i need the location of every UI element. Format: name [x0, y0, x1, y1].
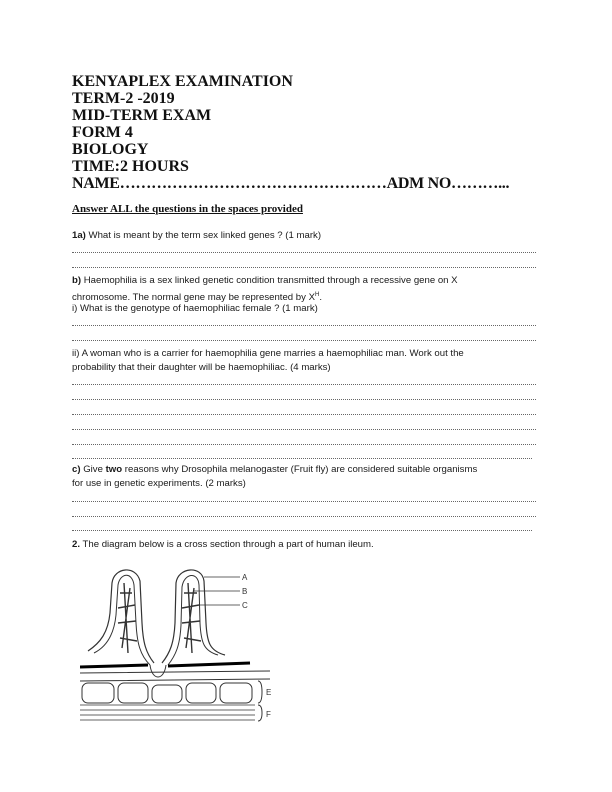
- answer-line[interactable]: [72, 516, 536, 517]
- q1c-bold: two: [105, 464, 123, 475]
- label-a: A: [242, 573, 248, 582]
- q1b-line2-text: chromosome. The normal gene may be represented by X: [72, 292, 315, 304]
- q2-question: The diagram below is a cross section through a part of human ileum.: [80, 539, 374, 550]
- q1a-question: What is meant by the term sex linked genes ? (1 mark): [85, 230, 322, 241]
- answer-line[interactable]: [72, 340, 536, 341]
- q1c-label: c): [72, 464, 81, 475]
- label-b: B: [242, 587, 248, 596]
- exam-type: MID-TERM EXAM: [72, 107, 212, 124]
- time: TIME:2 HOURS: [72, 158, 189, 175]
- q1c-post: reasons why Drosophila melanogaster (Fruit fly) are considered suitable organisms: [122, 464, 478, 475]
- answer-line[interactable]: [72, 267, 536, 268]
- answer-line[interactable]: [72, 429, 536, 430]
- q1b-text: [72, 274, 458, 288]
- label-e: E: [266, 688, 272, 697]
- q2-label: 2.: [72, 539, 81, 550]
- subject: BIOLOGY: [72, 141, 149, 158]
- q1b-label: b): [72, 275, 82, 286]
- q1b-line1: Haemophilia is a sex linked genetic condition transmitted through a recessive gene on X: [81, 275, 458, 286]
- term: TERM-2 -2019: [72, 90, 175, 107]
- answer-line[interactable]: [72, 444, 536, 445]
- q2-text: [72, 538, 374, 552]
- school-title: KENYAPLEX EXAMINATION: [72, 73, 293, 90]
- q1b-ii-line1: ii) A woman who is a carrier for haemophilia gene marries a haemophiliac man. Work out the: [72, 348, 464, 359]
- answer-line[interactable]: [72, 325, 536, 326]
- answer-line[interactable]: [72, 399, 536, 400]
- answer-line[interactable]: [72, 252, 536, 253]
- answer-line[interactable]: [72, 414, 536, 415]
- q1a-text: [72, 229, 321, 243]
- ileum-diagram: [80, 563, 280, 723]
- instruction: Answer ALL the questions in the spaces provided: [72, 203, 303, 215]
- q1b-ii-line2: probability that their daughter will be haemophiliac. (4 marks): [72, 362, 331, 373]
- q1c-text: [72, 463, 477, 477]
- q1c-line2: for use in genetic experiments. (2 marks): [72, 478, 246, 489]
- q1b-line2: chromosome. The normal gene may be represented by $X^H$.: [72, 292, 323, 304]
- answer-line[interactable]: [72, 501, 536, 502]
- answer-line[interactable]: [72, 530, 532, 531]
- superscript-h: H: [315, 292, 320, 298]
- label-f: F: [266, 710, 271, 719]
- answer-line[interactable]: [72, 458, 532, 459]
- label-c: C: [242, 601, 248, 610]
- q1b-i: i) What is the genotype of haemophiliac female ? (1 mark): [72, 303, 318, 314]
- q1a-label: 1a): [72, 230, 86, 241]
- form: FORM 4: [72, 124, 133, 141]
- name-adm-line: NAME……………………………………………ADM NO………...: [72, 175, 510, 192]
- q1c-pre: Give: [80, 464, 106, 475]
- answer-line[interactable]: [72, 384, 536, 385]
